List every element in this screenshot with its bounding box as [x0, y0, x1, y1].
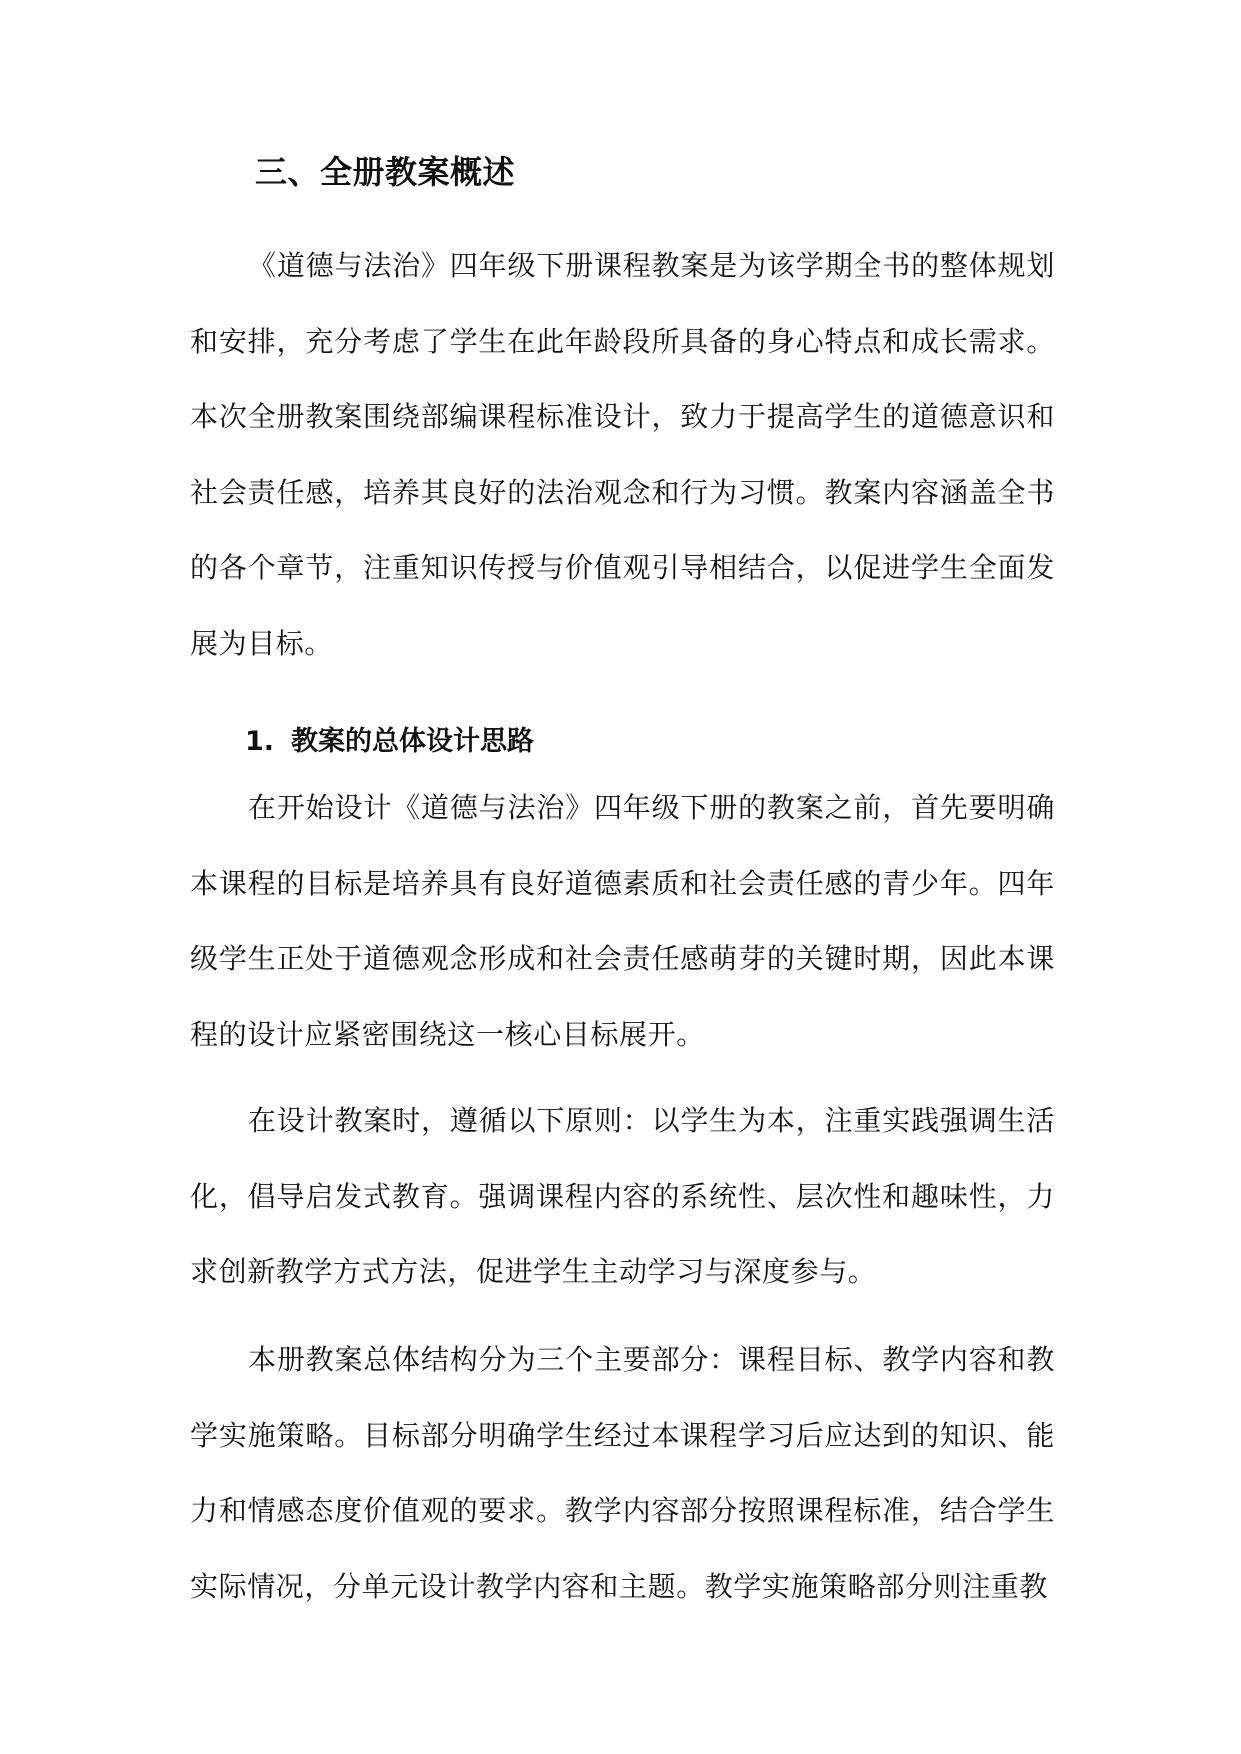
intro-paragraph: 《道德与法治》四年级下册课程教案是为该学期全书的整体规划和安排，充分考虑了学生在此年龄段所具备的身心特点和成长需求。本次全册教案围绕部编课程标准设计，致力于提高学生的道德意识和社会责任感，培养其良好的法治观念和行为习惯。教案内容涵盖全书的各个章节，注重知识传授与价值观引导相结合，以促进学生全面发展为目标。	[190, 249, 1055, 660]
body-paragraph: 本册教案总体结构分为三个主要部分：课程目标、教学内容和教学实施策略。目标部分明确学生经过本课程学习后应达到的知识、能力和情感态度价值观的要求。教学内容部分按照课程标准，结合学生实际情况，分单元设计教学内容和主题。教学实施策略部分则注重教	[190, 1343, 1055, 1603]
section-heading: 三、全册教案概述	[255, 153, 516, 191]
subsection-number: 1.	[245, 726, 275, 757]
body-paragraph: 在开始设计《道德与法治》四年级下册的教案之前，首先要明确本课程的目标是培养具有良好道德素质和社会责任感的青少年。四年级学生正处于道德观念形成和社会责任感萌芽的关键时期，因此本课程的设计应紧密围绕这一核心目标展开。	[190, 791, 1055, 1051]
subsection-heading	[245, 722, 534, 762]
body-paragraph: 在设计教案时，遵循以下原则：以学生为本，注重实践强调生活化，倡导启发式教育。强调课程内容的系统性、层次性和趣味性，力求创新教学方式方法，促进学生主动学习与深度参与。	[190, 1104, 1055, 1288]
subsection-title-text: 教案的总体设计思路	[291, 726, 534, 757]
